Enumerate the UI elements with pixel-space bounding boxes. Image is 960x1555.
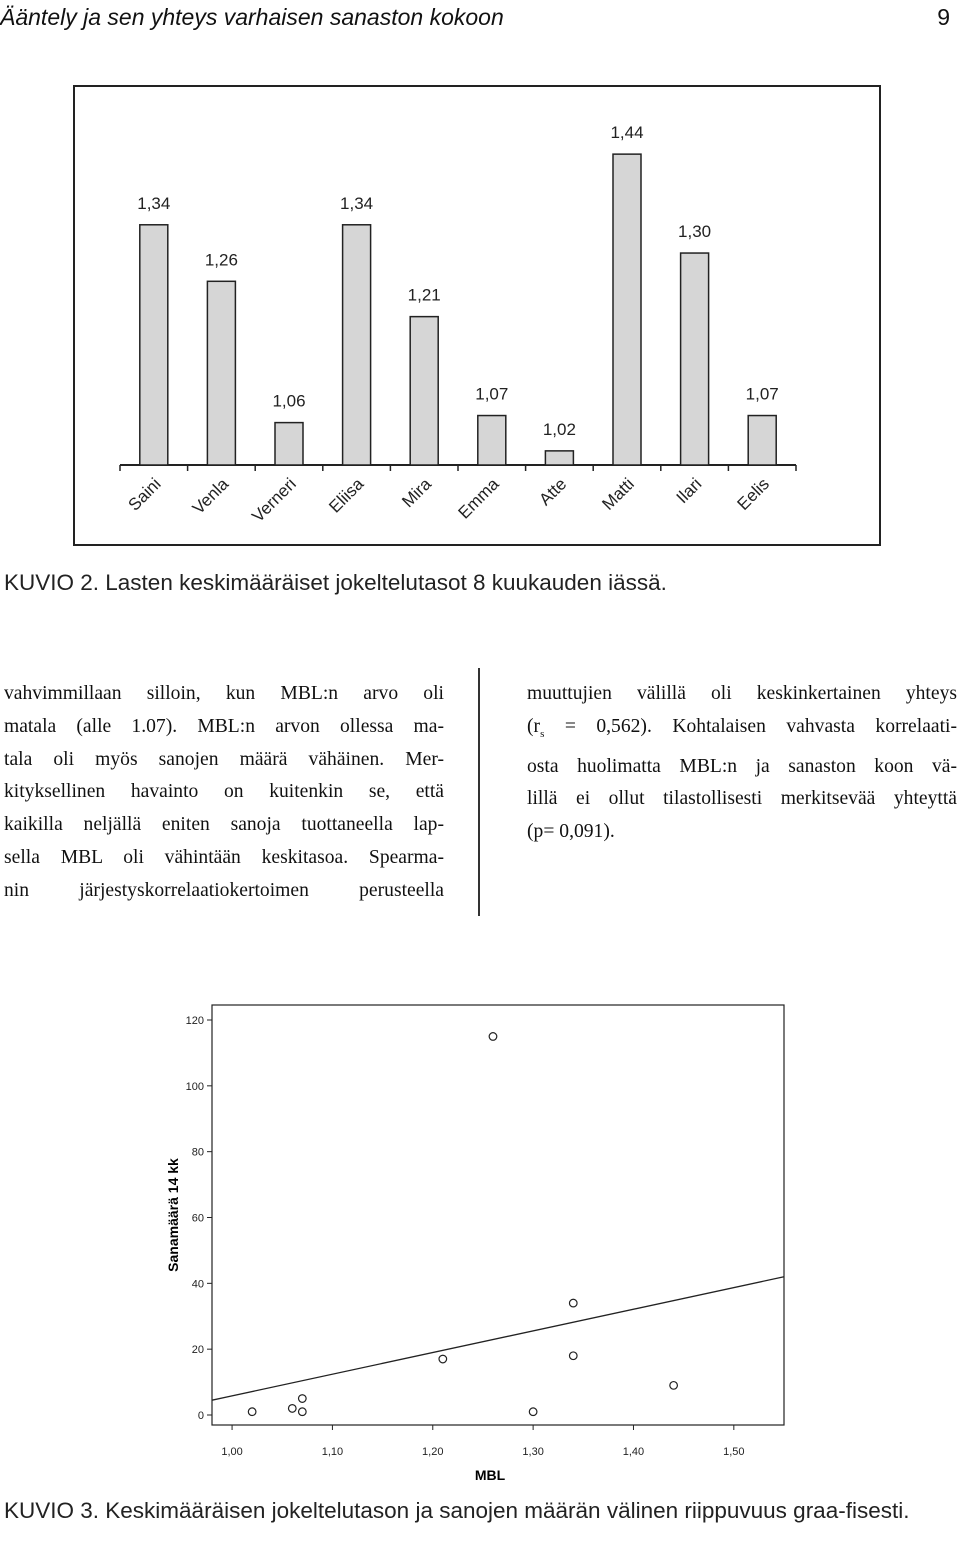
text-line: nin järjestyskorrelaatiokertoimen perusteella xyxy=(4,879,444,901)
data-point xyxy=(439,1355,447,1363)
bar xyxy=(343,225,371,465)
category-label: Matti xyxy=(598,474,638,514)
bar-value-label: 1,21 xyxy=(407,285,441,305)
x-tick-label: 1,50 xyxy=(723,1446,745,1458)
data-point xyxy=(489,1033,497,1041)
data-point xyxy=(569,1352,577,1360)
bar xyxy=(478,416,506,465)
category-label: Ilari xyxy=(672,474,706,508)
text-line-with-subscript xyxy=(527,711,957,751)
y-tick-label: 0 xyxy=(197,1410,204,1422)
text-line: sella MBL oli vähintään keskitasoa. Spearma- xyxy=(4,846,444,868)
text-line: kityksellinen havainto on kuitenkin se, että xyxy=(4,781,444,803)
y-tick-label: 60 xyxy=(191,1212,204,1225)
data-point xyxy=(288,1405,296,1413)
text-line: lillä ei ollut tilastollisesti merkitsevää yhteyttä xyxy=(527,788,957,810)
data-point xyxy=(299,1395,307,1403)
y-tick-label: 80 xyxy=(191,1146,204,1159)
text-line: vahvimmillaan silloin, kun MBL:n arvo oli xyxy=(4,683,444,704)
fit-line xyxy=(212,1277,784,1400)
bar-value-label: 1,34 xyxy=(137,193,171,213)
bar-value-label: 1,26 xyxy=(204,250,238,270)
bar xyxy=(207,281,235,465)
bar-value-label: 1,34 xyxy=(340,193,374,213)
data-point xyxy=(529,1408,537,1416)
body-text-left-column xyxy=(4,678,444,908)
x-tick-label: 1,10 xyxy=(321,1446,344,1458)
text-line: (p= 0,091). xyxy=(527,821,615,843)
text-line: kaikilla neljällä eniten sanoja tuottaneella lap- xyxy=(4,814,444,836)
category-label: Atte xyxy=(535,474,571,510)
bar xyxy=(140,225,168,465)
bar-value-label: 1,06 xyxy=(272,391,306,411)
bar-value-label: 1,30 xyxy=(678,222,712,242)
category-label: Eelis xyxy=(733,474,774,514)
category-label: Venla xyxy=(188,474,233,518)
category-label: Saini xyxy=(124,474,165,515)
figure2-bar-chart xyxy=(0,0,960,560)
data-point xyxy=(248,1408,256,1416)
bar-value-label: 1,44 xyxy=(610,123,644,143)
page-number: 9 xyxy=(937,4,950,30)
body-text-right-column xyxy=(527,678,957,849)
x-tick-label: 1,30 xyxy=(522,1446,544,1458)
x-tick-label: 1,20 xyxy=(422,1446,444,1458)
y-tick-label: 120 xyxy=(185,1015,204,1027)
bar-value-label: 1,02 xyxy=(542,419,576,439)
bar xyxy=(681,253,709,465)
data-point xyxy=(670,1382,678,1390)
data-point xyxy=(299,1408,307,1416)
bar xyxy=(613,154,641,465)
text-line: osta huolimatta MBL:n ja sanaston koon vä- xyxy=(527,755,957,777)
running-title: Ääntely ja sen yhteys varhaisen sanaston kokoon xyxy=(0,4,504,30)
subscript-s: s xyxy=(540,727,545,740)
category-label: Eliisa xyxy=(325,474,368,517)
text-line: matala (alle 1.07). MBL:n arvon ollessa ma- xyxy=(4,715,444,737)
x-tick-label: 1,00 xyxy=(221,1446,243,1458)
category-label: Verneri xyxy=(248,474,300,526)
x-tick-label: 1,40 xyxy=(622,1446,645,1458)
figure2-caption: KUVIO 2. Lasten keskimääräiset jokeltelutasot 8 kuukauden iässä. xyxy=(4,570,667,595)
bar xyxy=(748,416,776,465)
figure3-caption: KUVIO 3. Keskimääräisen jokeltelutason ja sanojen määrän välinen riippuvuus graa-fisesti. xyxy=(4,1498,910,1523)
bar xyxy=(275,423,303,465)
bar xyxy=(545,451,573,465)
text-fragment: = 0,562). Kohtalaisen vahvasta korrelaati- xyxy=(544,715,957,737)
figure3-plot-frame xyxy=(212,1005,784,1425)
y-tick-label: 100 xyxy=(185,1080,204,1093)
text-line: tala oli myös sanojen määrä vähäinen. Mer- xyxy=(4,748,444,770)
y-tick-label: 40 xyxy=(191,1278,204,1291)
category-label: Emma xyxy=(454,474,503,523)
bar-value-label: 1,07 xyxy=(745,384,779,404)
bar xyxy=(410,317,438,465)
y-axis-title: Sanamäärä 14 kk xyxy=(165,1158,181,1272)
x-axis-title: MBL xyxy=(474,1467,506,1483)
y-tick-label: 20 xyxy=(191,1344,204,1357)
bar-value-label: 1,07 xyxy=(475,384,509,404)
figure3-scatter-chart xyxy=(0,990,960,1490)
text-line: muuttujien välillä oli keskinkertainen yhteys xyxy=(527,683,957,704)
data-point xyxy=(569,1299,577,1307)
text-fragment: (r xyxy=(527,715,541,737)
category-label: Mira xyxy=(398,474,436,512)
column-rule xyxy=(478,668,480,916)
